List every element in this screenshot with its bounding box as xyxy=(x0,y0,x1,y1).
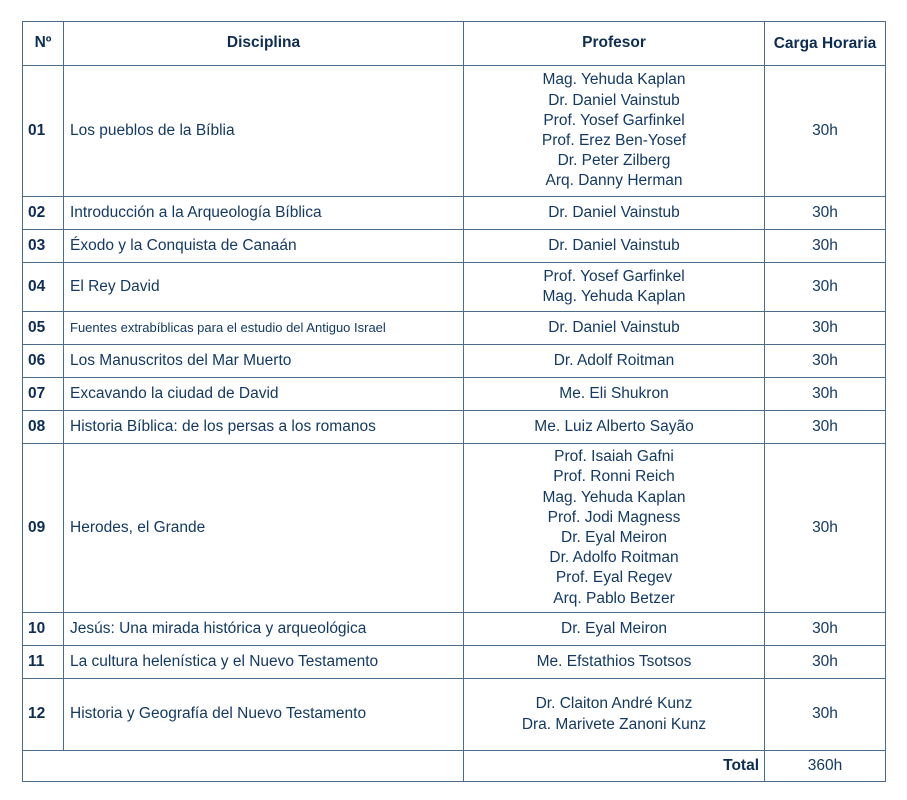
row-discipline: Los pueblos de la Bíblia xyxy=(64,66,464,197)
row-discipline: Jesús: Una mirada histórica y arqueológica xyxy=(64,613,464,646)
total-value: 360h xyxy=(765,751,886,782)
professor-name: Mag. Yehuda Kaplan xyxy=(542,488,686,506)
professor-name: Dr. Daniel Vainstub xyxy=(548,236,680,254)
row-discipline: Fuentes extrabíblicas para el estudio del Antiguo Israel xyxy=(64,312,464,345)
row-hours: 30h xyxy=(765,411,886,444)
professor-name: Dr. Eyal Meiron xyxy=(561,619,667,637)
professor-name: Me. Luiz Alberto Sayão xyxy=(534,417,694,435)
row-professors xyxy=(464,66,765,197)
row-num: 01 xyxy=(23,66,64,197)
table-row xyxy=(23,312,886,345)
professor-name: Prof. Isaiah Gafni xyxy=(554,448,674,466)
professor-name: Arq. Danny Herman xyxy=(545,172,683,190)
table-row xyxy=(23,646,886,679)
row-num: 10 xyxy=(23,613,64,646)
total-spacer xyxy=(23,751,464,782)
table-row xyxy=(23,378,886,411)
row-num: 08 xyxy=(23,411,64,444)
professor-name: Dr. Daniel Vainstub xyxy=(548,203,680,221)
row-professors xyxy=(464,197,765,230)
row-professors xyxy=(464,613,765,646)
row-hours: 30h xyxy=(765,613,886,646)
row-num: 07 xyxy=(23,378,64,411)
table-row xyxy=(23,411,886,444)
row-discipline: La cultura helenística y el Nuevo Testamento xyxy=(64,646,464,679)
row-professors xyxy=(464,646,765,679)
professor-name: Dr. Claiton André Kunz xyxy=(535,695,693,713)
total-row xyxy=(23,751,886,782)
row-hours: 30h xyxy=(765,646,886,679)
row-num: 02 xyxy=(23,197,64,230)
row-hours: 30h xyxy=(765,230,886,263)
row-professors xyxy=(464,345,765,378)
professor-name: Mag. Yehuda Kaplan xyxy=(542,288,686,305)
professor-name: Prof. Erez Ben-Yosef xyxy=(541,132,687,149)
table-row xyxy=(23,263,886,312)
row-hours: 30h xyxy=(765,345,886,378)
table-row xyxy=(23,679,886,751)
row-num: 11 xyxy=(23,646,64,679)
professor-name: Arq. Pablo Betzer xyxy=(553,589,675,607)
professor-name: Prof. Eyal Regev xyxy=(555,569,673,587)
professor-name: Prof. Ronni Reich xyxy=(553,468,675,486)
table-row xyxy=(23,66,886,197)
professor-name: Dr. Daniel Vainstub xyxy=(548,91,680,109)
row-hours: 30h xyxy=(765,378,886,411)
professor-name: Dr. Eyal Meiron xyxy=(561,529,667,546)
header-num: Nº xyxy=(23,22,64,66)
row-hours: 30h xyxy=(765,197,886,230)
row-num: 03 xyxy=(23,230,64,263)
professor-name: Dr. Peter Zilberg xyxy=(557,152,671,170)
row-professors xyxy=(464,230,765,263)
row-num: 04 xyxy=(23,263,64,312)
row-discipline: Excavando la ciudad de David xyxy=(64,378,464,411)
professor-name: Dra. Marivete Zanoni Kunz xyxy=(521,715,707,733)
row-discipline: Historia Bíblica: de los persas a los romanos xyxy=(64,411,464,444)
curriculum-table xyxy=(22,21,886,782)
row-professors xyxy=(464,411,765,444)
row-professors xyxy=(464,312,765,345)
professor-name: Dr. Daniel Vainstub xyxy=(548,318,680,336)
header-hours: Carga Horaria xyxy=(765,22,886,66)
row-professors xyxy=(464,263,765,312)
professor-name: Dr. Adolfo Roitman xyxy=(549,549,679,567)
row-num: 09 xyxy=(23,444,64,613)
row-hours: 30h xyxy=(765,679,886,751)
row-hours: 30h xyxy=(765,312,886,345)
total-label: Total xyxy=(464,751,765,782)
table-row xyxy=(23,444,886,613)
row-hours: 30h xyxy=(765,263,886,312)
row-professors xyxy=(464,444,765,613)
row-discipline: Introducción a la Arqueología Bíblica xyxy=(64,197,464,230)
professor-name: Prof. Jodi Magness xyxy=(547,508,681,526)
row-discipline: Los Manuscritos del Mar Muerto xyxy=(64,345,464,378)
header-row xyxy=(23,22,886,66)
professor-name: Prof. Yosef Garfinkel xyxy=(543,267,685,285)
row-discipline: El Rey David xyxy=(64,263,464,312)
row-discipline: Éxodo y la Conquista de Canaán xyxy=(64,230,464,263)
table-row xyxy=(23,230,886,263)
professor-name: Dr. Adolf Roitman xyxy=(553,351,675,369)
header-discipline: Disciplina xyxy=(64,22,464,66)
professor-name: Mag. Yehuda Kaplan xyxy=(542,71,686,89)
table-row xyxy=(23,345,886,378)
table-row xyxy=(23,613,886,646)
table-row xyxy=(23,197,886,230)
row-hours: 30h xyxy=(765,444,886,613)
row-num: 12 xyxy=(23,679,64,751)
row-num: 06 xyxy=(23,345,64,378)
row-hours: 30h xyxy=(765,66,886,197)
professor-name: Prof. Yosef Garfinkel xyxy=(543,111,685,129)
row-num: 05 xyxy=(23,312,64,345)
row-professors xyxy=(464,378,765,411)
professor-name: Me. Eli Shukron xyxy=(559,384,669,402)
header-professor: Profesor xyxy=(464,22,765,66)
row-discipline: Herodes, el Grande xyxy=(64,444,464,613)
professor-name: Me. Efstathios Tsotsos xyxy=(536,652,692,670)
row-professors xyxy=(464,679,765,751)
row-discipline: Historia y Geografía del Nuevo Testamento xyxy=(64,679,464,751)
